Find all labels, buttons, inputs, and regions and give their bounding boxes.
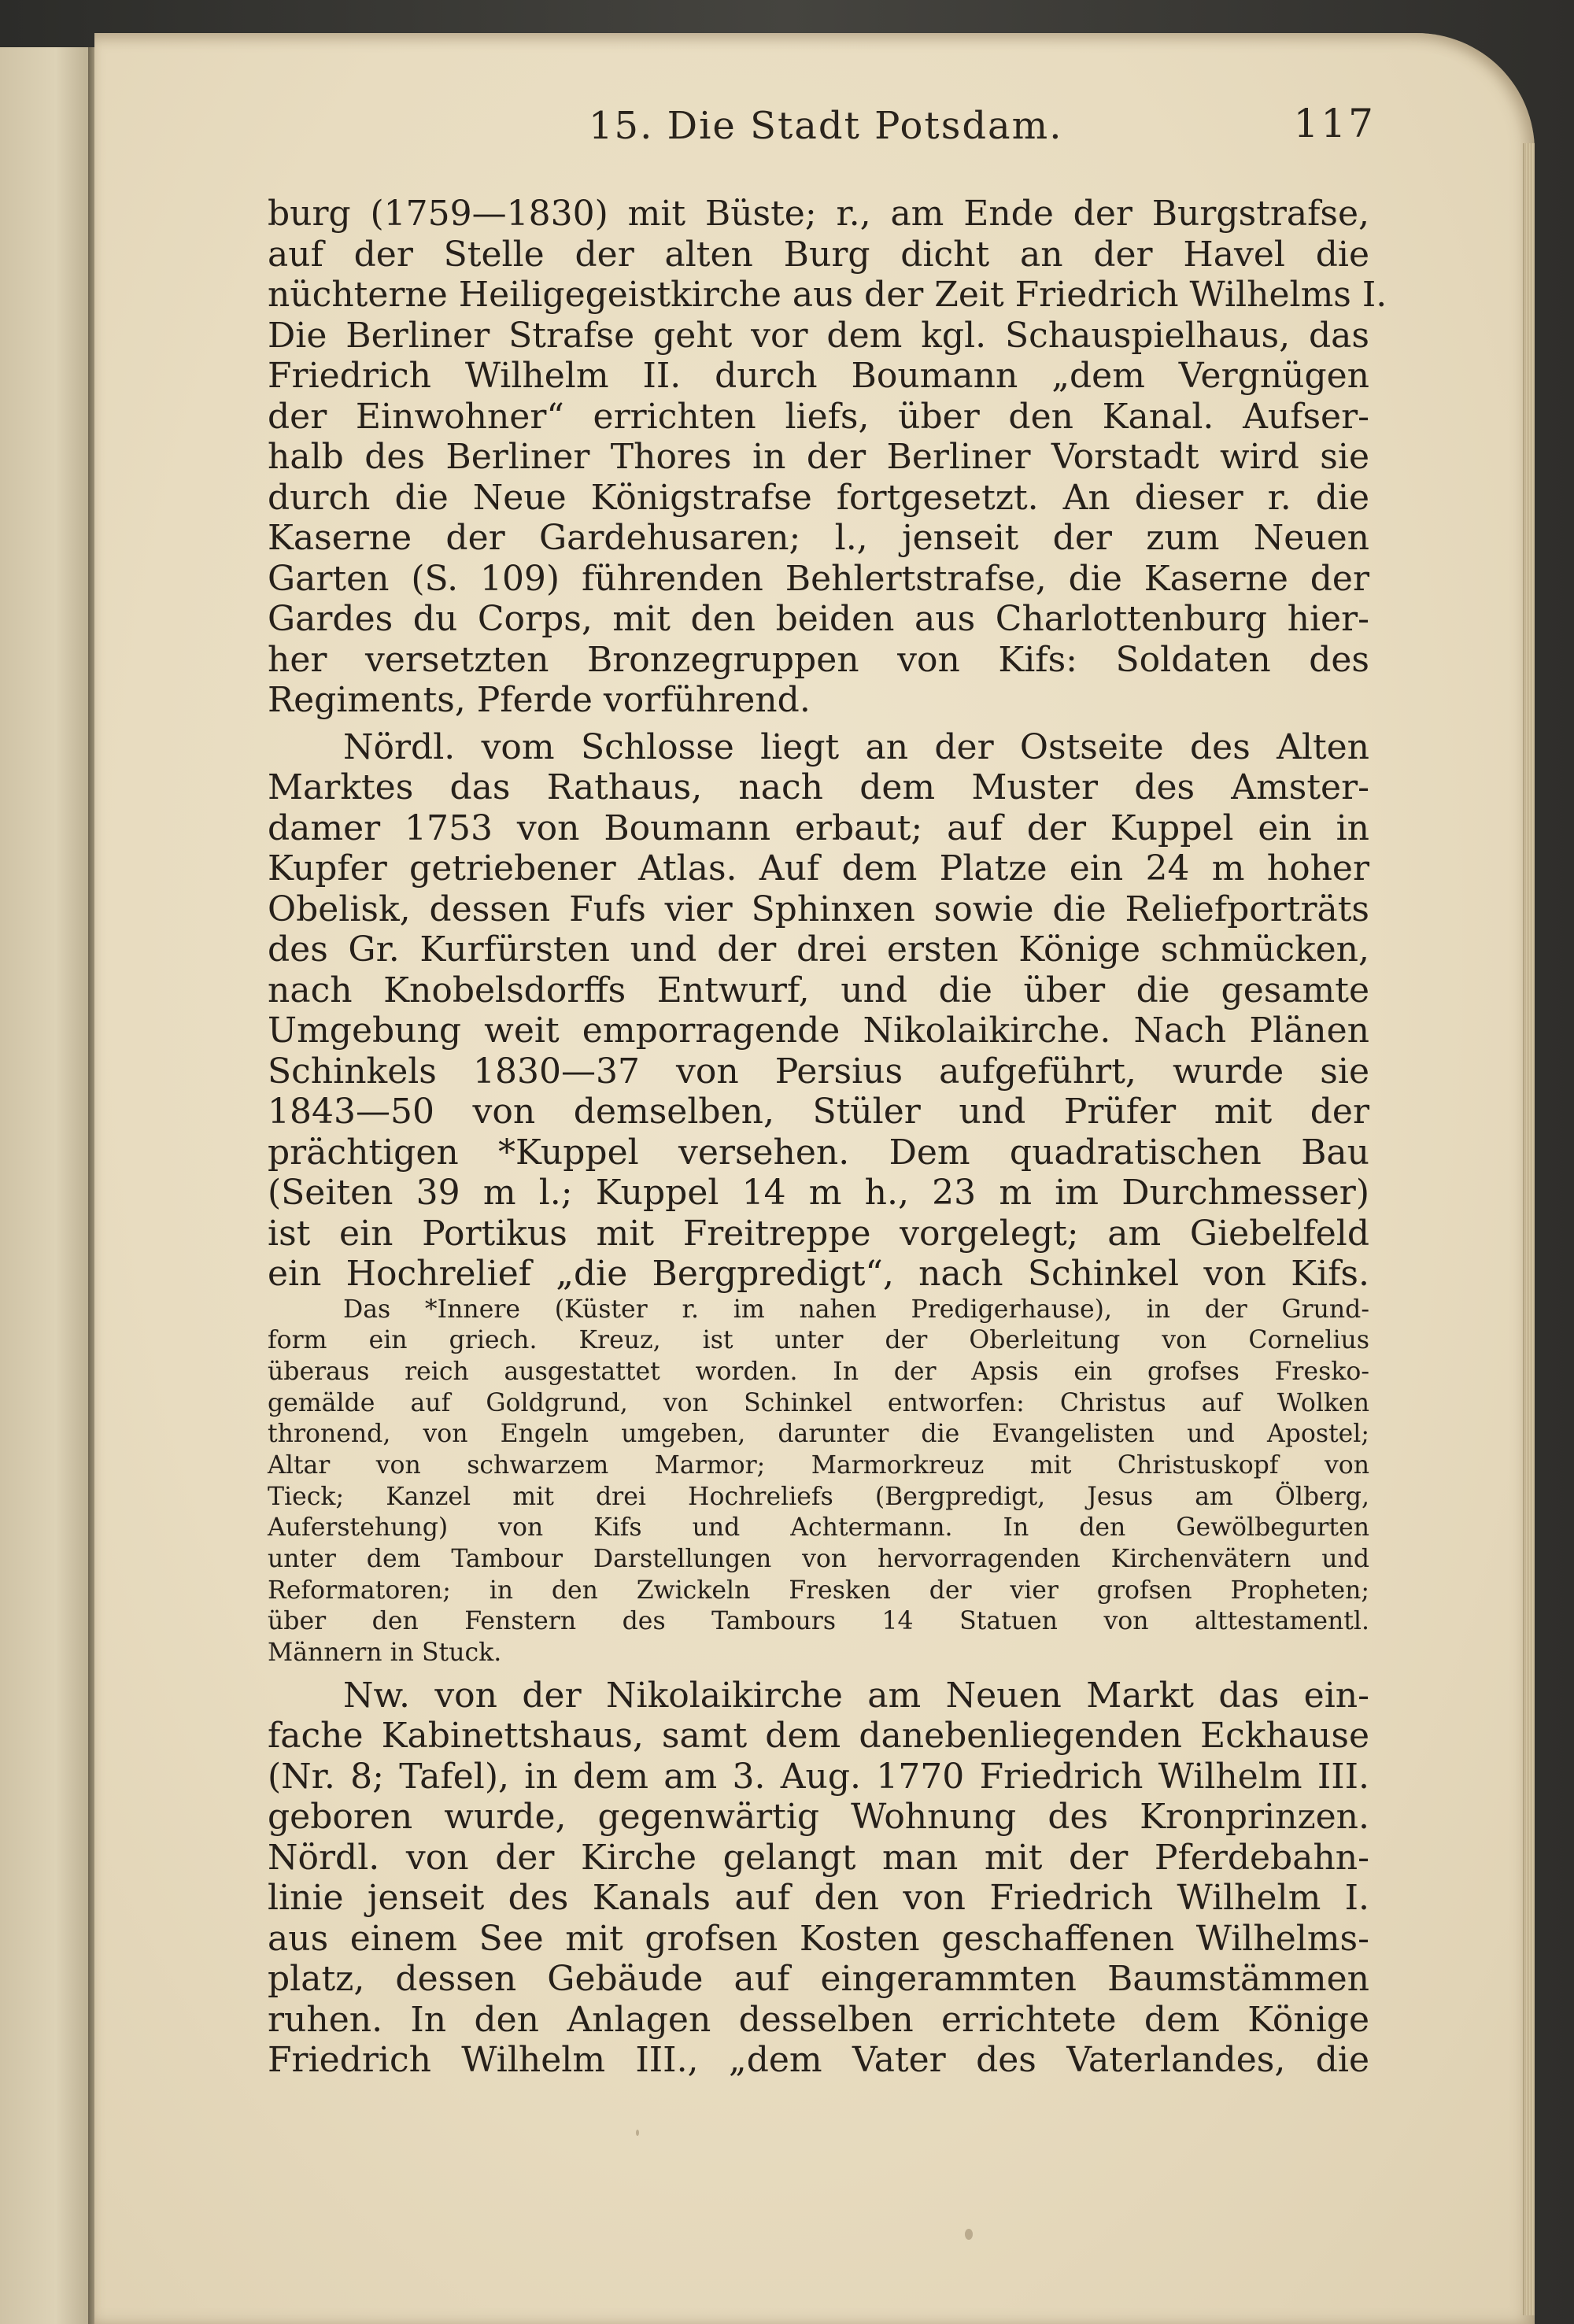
paragraph-1 (268, 194, 1387, 721)
text-line: Gardes du Corps, mit den beiden aus Charlottenburg hier- (268, 599, 1369, 639)
text-line: Obelisk, dessen Fufs vier Sphinxen sowie die Reliefporträts (268, 889, 1369, 929)
paragraph-gap (268, 721, 1369, 727)
body-text (268, 194, 1387, 2081)
text-line: Friedrich Wilhelm III., „dem Vater des Vaterlandes, die (268, 2040, 1369, 2081)
text-line: Marktes das Rathaus, nach dem Muster des Amster- (268, 767, 1369, 807)
paragraph-gap (268, 1669, 1369, 1676)
text-line: Schinkels 1830—37 von Persius aufgeführt, wurde sie (268, 1051, 1369, 1092)
text-line: 1843—50 von demselben, Stüler und Prüfer mit der (268, 1092, 1369, 1132)
text-line: ist ein Portikus mit Freitreppe vorgelegt; am Giebelfeld (268, 1213, 1369, 1254)
paper-speck (636, 2130, 639, 2136)
small-text-line: thronend, von Engeln umgeben, darunter die Evangelisten und Apostel; (268, 1420, 1369, 1449)
text-line: Friedrich Wilhelm II. durch Boumann „dem Vergnügen (268, 356, 1369, 396)
small-text-line: über den Fenstern des Tambours 14 Statuen von alttestamentl. (268, 1607, 1369, 1636)
text-line: nach Knobelsdorffs Entwurf, und die über die gesamte (268, 970, 1369, 1011)
text-line: Die Berliner Strafse geht vor dem kgl. Schauspielhaus, das (268, 315, 1369, 356)
small-text-line: gemälde auf Goldgrund, von Schinkel entworfen: Christus auf Wolken (268, 1388, 1369, 1417)
previous-page-edge (0, 47, 95, 2324)
small-text-line: Tieck; Kanzel mit drei Hochreliefs (Bergpredigt, Jesus am Ölberg, (268, 1482, 1369, 1511)
text-line: platz, dessen Gebäude auf eingerammten Baumstämmen (268, 1959, 1369, 2000)
text-line: des Gr. Kurfürsten und der drei ersten Könige schmücken, (268, 929, 1369, 970)
text-line: linie jenseit des Kanals auf den von Friedrich Wilhelm I. (268, 1878, 1369, 1919)
small-text-line: Altar von schwarzem Marmor; Marmorkreuz mit Christuskopf von (268, 1450, 1369, 1480)
text-line: Nördl. vom Schlosse liegt an der Ostseite des Alten (343, 726, 1369, 767)
text-line: fache Kabinettshaus, samt dem danebenliegenden Eckhause (268, 1716, 1369, 1757)
text-line: prächtigen *Kuppel versehen. Dem quadratischen Bau (268, 1132, 1369, 1173)
paper-speck (965, 2229, 973, 2240)
text-line: her versetzten Bronzegruppen von Kifs: Soldaten des (268, 639, 1369, 680)
text-line: damer 1753 von Boumann erbaut; auf der Kuppel ein in (268, 807, 1369, 848)
text-line: aus einem See mit grofsen Kosten geschaffenen Wilhelms- (268, 1918, 1369, 1959)
text-line: nüchterne Heiligegeistkirche aus der Zeit Friedrich Wilhelms I. (268, 275, 1387, 315)
text-line: ruhen. In den Anlagen desselben errichtete dem Könige (268, 1999, 1369, 2040)
page-header (493, 101, 1398, 156)
small-text-line: Männern in Stuck. (268, 1639, 502, 1668)
text-line: Kaserne der Gardehusaren; l., jenseit der zum Neuen (268, 518, 1369, 558)
text-line: ein Hochrelief „die Bergpredigt“, nach Schinkel von Kifs. (268, 1254, 1369, 1294)
small-text-line: Das *Innere (Küster r. im nahen Predigerhause), in der Grund- (343, 1295, 1369, 1324)
text-line: burg (1759—1830) mit Büste; r., am Ende der Burgstrafse, (268, 194, 1369, 234)
running-head: 15. Die Stadt Potsdam. (589, 104, 1063, 148)
small-text-line: Reformatoren; in den Zwickeln Fresken der vier grofsen Propheten; (268, 1576, 1369, 1605)
small-text-line: form ein griech. Kreuz, ist unter der Oberleitung von Cornelius (268, 1326, 1369, 1355)
paragraph-4 (268, 1676, 1369, 2081)
text-line: Kupfer getriebener Atlas. Auf dem Platze ein 24 m hoher (268, 848, 1369, 889)
text-line: Garten (S. 109) führenden Behlertstrafse, die Kaserne der (268, 558, 1369, 599)
text-line: auf der Stelle der alten Burg dicht an der Havel die (268, 234, 1369, 275)
paragraph-2 (268, 727, 1369, 1295)
text-line: (Nr. 8; Tafel), in dem am 3. Aug. 1770 Friedrich Wilhelm III. (268, 1756, 1369, 1797)
text-line: Nw. von der Nikolaikirche am Neuen Markt das ein- (343, 1675, 1369, 1716)
small-text-line: unter dem Tambour Darstellungen von hervorragenden Kirchenvätern und (268, 1545, 1369, 1573)
text-line: geboren wurde, gegenwärtig Wohnung des Kronprinzen. (268, 1797, 1369, 1838)
text-line: Regiments, Pferde vorführend. (268, 680, 811, 720)
text-line: durch die Neue Königstrafse fortgesetzt. An dieser r. die (268, 477, 1369, 518)
small-text-line: Auferstehung) von Kifs und Achtermann. In den Gewölbegurten (268, 1513, 1369, 1543)
text-line: der Einwohner“ errichten liefs, über den Kanal. Aufser- (268, 396, 1369, 437)
text-line: Nördl. von der Kirche gelangt man mit der Pferdebahn- (268, 1837, 1369, 1878)
page-number: 117 (1293, 101, 1376, 146)
paragraph-3-small-print (268, 1295, 1369, 1669)
small-text-line: überaus reich ausgestattet worden. In der Apsis ein grofses Fresko- (268, 1357, 1369, 1386)
text-line: halb des Berliner Thores in der Berliner Vorstadt wird sie (268, 437, 1369, 477)
page-stack-edge (1523, 143, 1535, 2315)
text-line: (Seiten 39 m l.; Kuppel 14 m h., 23 m im Durchmesser) (268, 1173, 1369, 1213)
text-line: Umgebung weit emporragende Nikolaikirche. Nach Plänen (268, 1011, 1369, 1051)
